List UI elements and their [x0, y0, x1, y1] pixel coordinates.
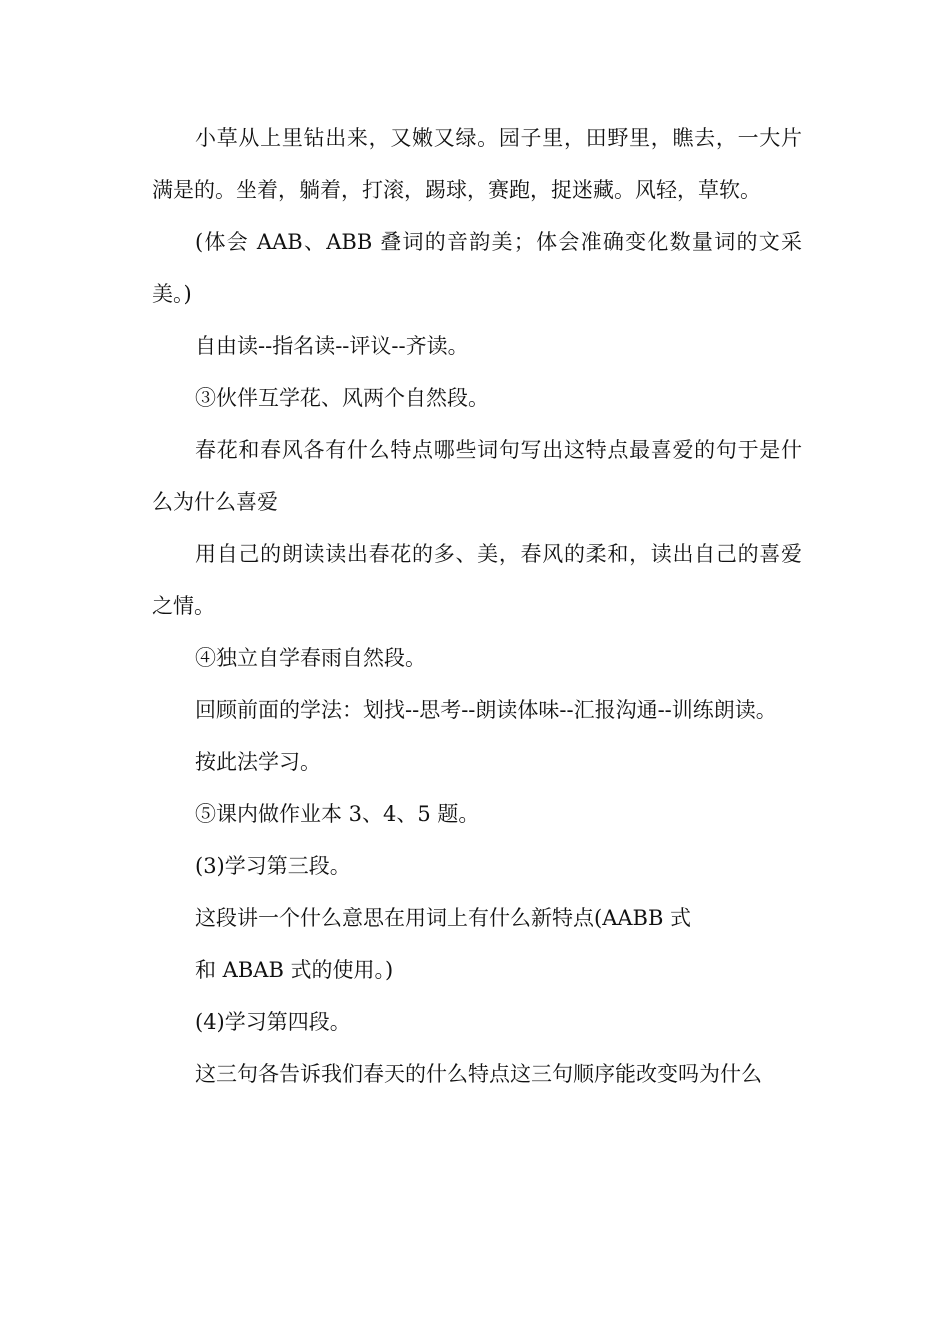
- paragraph-follow-method: 按此法学习。: [195, 750, 321, 774]
- paragraph-step-3: ③伙伴互学花、风两个自然段。: [195, 386, 489, 410]
- paragraph-section-3-question: 这段讲一个什么意思在用词上有什么新特点(AABB 式: [195, 906, 692, 930]
- paragraph-section-3-heading: (3)学习第三段。: [195, 854, 351, 878]
- paragraph-question-flower-wind: 春花和春风各有什么特点哪些词句写出这特点最喜爱的句于是什么为什么喜爱: [152, 438, 802, 514]
- paragraph-review-method: 回顾前面的学法：划找--思考--朗读体味--汇报沟通--训练朗读。: [195, 698, 777, 722]
- paragraph-note-reduplication: (体会 AAB、ABB 叠词的音韵美；体会准确变化数量词的文采美。): [152, 230, 802, 306]
- paragraph-read-aloud: 用自己的朗读读出春花的多、美，春风的柔和，读出自己的喜爱之情。: [152, 542, 802, 618]
- paragraph-step-4: ④独立自学春雨自然段。: [195, 646, 426, 670]
- paragraph-section-4-heading: (4)学习第四段。: [195, 1010, 351, 1034]
- document-body: [152, 112, 802, 1100]
- paragraph-section-3-question-cont: 和 ABAB 式的使用。): [195, 958, 394, 982]
- paragraph-grass: 小草从上里钻出来，又嫩又绿。园子里，田野里，瞧去，一大片满是的。坐着，躺着，打滚，踢球，赛跑，捉迷藏。风轻，草软。: [152, 126, 802, 202]
- paragraph-step-5: ⑤课内做作业本 3、4、5 题。: [195, 802, 480, 826]
- paragraph-section-4-question: 这三句各告诉我们春天的什么特点这三句顺序能改变吗为什么: [195, 1062, 762, 1086]
- paragraph-reading-steps: 自由读--指名读--评议--齐读。: [195, 334, 469, 358]
